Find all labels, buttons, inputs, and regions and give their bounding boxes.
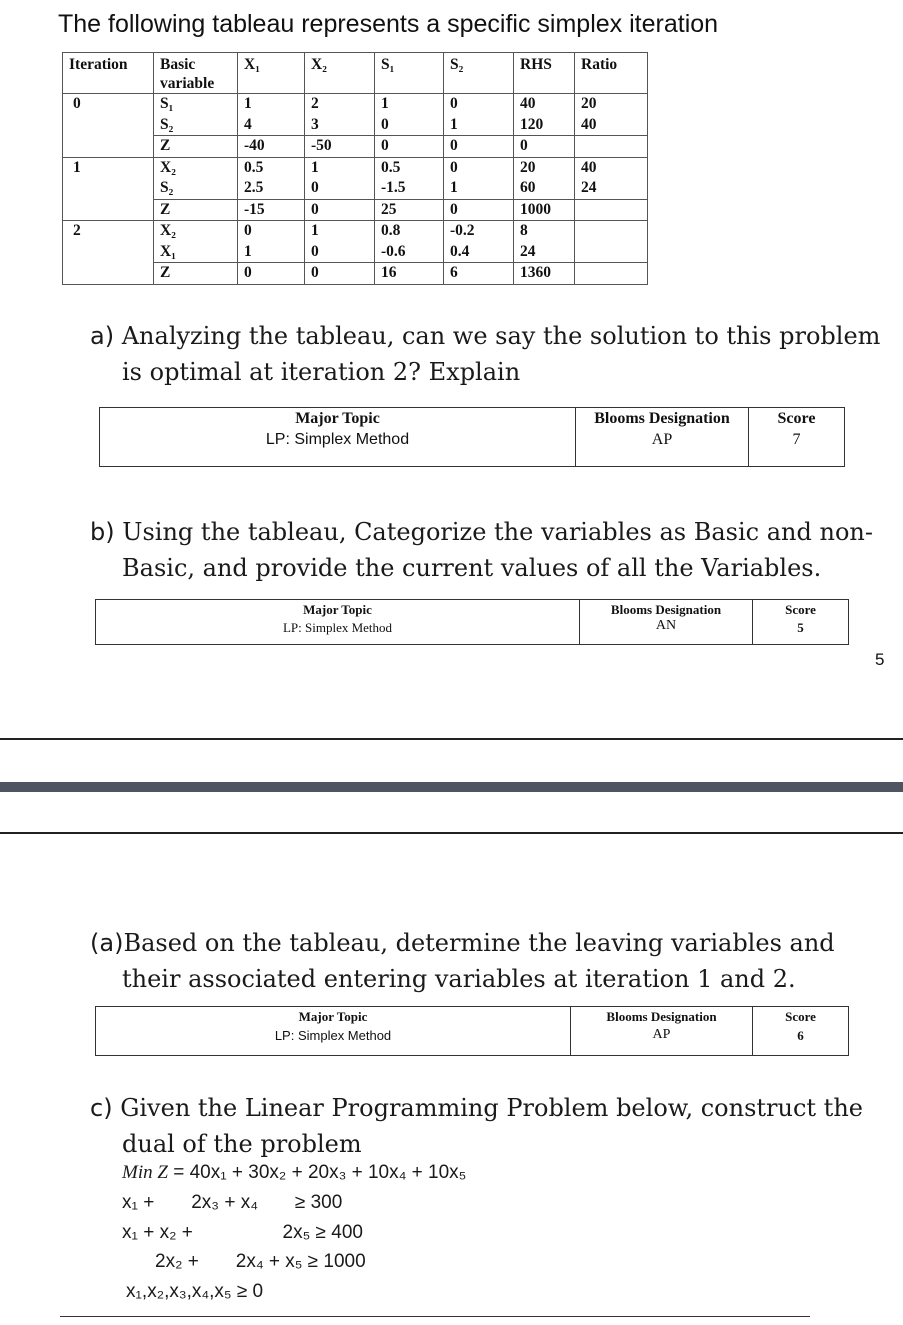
basic-cell: X₁ [154,242,238,263]
x1-cell: 4 [238,115,305,136]
x2-cell: -50 [305,136,375,158]
header-cell: Iteration [63,53,154,94]
header-cell: X₂ [305,53,375,94]
page-break-band [0,782,903,792]
x1-cell: 0.5 [238,157,305,178]
s1-cell: 0 [375,136,444,158]
lp-nonnegativity: x₁,x₂,x₃,x₄,x₅ ≥ 0 [126,1281,264,1302]
x2-cell: 3 [305,115,375,136]
rhs-cell: 24 [514,242,575,263]
blooms-cell [580,600,753,645]
score-heading: Score [785,602,816,617]
s2-cell: 0 [444,157,514,178]
question-text: Given the Linear Programming Problem below, construct the dual of the problem [120,1094,863,1158]
s1-cell: 0.5 [375,157,444,178]
tableau-header-row [63,53,648,94]
question-a [90,318,885,390]
page-title: The following tableau represents a specific simplex iteration [58,10,719,38]
ratio-cell: 40 [575,157,648,178]
lp-constraint-1: x₁ + 2x₃ + x₄ ≥ 300 [122,1192,343,1213]
s2-cell: 1 [444,178,514,199]
s2-cell: 1 [444,115,514,136]
table-row [63,94,648,115]
objective-prefix: Min Z [122,1162,168,1183]
score-value: 6 [797,1028,804,1043]
major-topic-heading: Major Topic [303,602,372,617]
ratio-cell [575,263,648,285]
basic-cell: Z [154,136,238,158]
rhs-cell: 0 [514,136,575,158]
blooms-value: AP [651,431,673,448]
major-topic-heading: Major Topic [295,410,380,427]
s2-cell: 0 [444,136,514,158]
ratio-cell [575,242,648,263]
iteration-cell: 2 [63,221,154,285]
x1-cell: -15 [238,199,305,221]
major-topic-value: LP: Simplex Method [274,1028,392,1043]
blooms-heading: Blooms Designation [610,602,722,617]
table-row [63,221,648,242]
question-text: Analyzing the tableau, can we say the solution to this problem is optimal at iteration 2? Explain [121,322,881,386]
basic-cell: Z [154,199,238,221]
major-topic-heading: Major Topic [298,1009,368,1024]
x1-cell: 0 [238,221,305,242]
s1-cell: 25 [375,199,444,221]
question-label: c) [90,1094,113,1122]
ratio-cell: 40 [575,115,648,136]
blooms-value: AP [652,1027,671,1042]
rhs-cell: 120 [514,115,575,136]
basic-cell: S₁ [154,94,238,115]
question-b-meta-table [95,599,849,645]
header-cell: Basic variable [154,53,238,94]
blooms-cell [576,408,749,467]
ratio-cell: 20 [575,94,648,115]
s2-cell: 6 [444,263,514,285]
x2-cell: 0 [305,178,375,199]
major-topic-cell [96,1007,571,1056]
question-label: b) [90,518,115,546]
ratio-cell: 24 [575,178,648,199]
page-number: 5 [875,650,885,669]
question-b [90,514,885,586]
score-heading: Score [785,1009,816,1024]
question-text: Based on the tableau, determine the leaving variables and their associated entering variables at iteration 1 and 2. [122,929,835,993]
question-label: (a) [90,929,124,957]
question-c [90,1090,885,1162]
iteration-cell: 1 [63,157,154,221]
rhs-cell: 8 [514,221,575,242]
major-topic-value: LP: Simplex Method [265,431,410,448]
header-cell: Ratio [575,53,648,94]
s1-cell: -0.6 [375,242,444,263]
rhs-cell: 1000 [514,199,575,221]
blooms-heading: Blooms Designation [606,1009,717,1024]
lp-objective [122,1162,466,1184]
rhs-cell: 60 [514,178,575,199]
x1-cell: 1 [238,242,305,263]
x2-cell: 2 [305,94,375,115]
score-heading: Score [777,410,816,427]
header-cell: S₂ [444,53,514,94]
s2-cell: 0.4 [444,242,514,263]
s1-cell: 16 [375,263,444,285]
score-cell [749,408,845,467]
s2-cell: 0 [444,94,514,115]
question-text: Using the tableau, Categorize the variables as Basic and non-Basic, and provide the current values of all the Variables. [122,518,873,582]
question-a2-meta-table [95,1006,849,1056]
x2-cell: 0 [305,199,375,221]
simplex-tableau [62,52,648,285]
s1-cell: 0 [375,115,444,136]
x2-cell: 0 [305,242,375,263]
blooms-heading: Blooms Designation [594,410,730,427]
x2-cell: 0 [305,263,375,285]
header-cell: X₁ [238,53,305,94]
question-label: a) [90,322,115,350]
major-topic-cell [96,600,580,645]
blooms-cell [571,1007,753,1056]
x1-cell: 2.5 [238,178,305,199]
x1-cell: 0 [238,263,305,285]
ratio-cell [575,221,648,242]
lp-constraint-2: x₁ + x₂ + 2x₅ ≥ 400 [122,1222,363,1243]
x2-cell: 1 [305,157,375,178]
basic-cell: X₂ [154,221,238,242]
rhs-cell: 1360 [514,263,575,285]
divider [0,738,903,740]
x1-cell: -40 [238,136,305,158]
x2-cell: 1 [305,221,375,242]
basic-cell: X₂ [154,157,238,178]
s2-cell: 0 [444,199,514,221]
question-a-second [90,925,885,997]
iteration-cell: 0 [63,94,154,158]
question-a-meta-table [99,407,845,467]
x1-cell: 1 [238,94,305,115]
divider [0,832,903,834]
s2-cell: -0.2 [444,221,514,242]
score-cell [753,600,849,645]
ratio-cell [575,136,648,158]
blooms-value: AN [655,618,677,633]
lp-constraint-3: 2x₂ + 2x₄ + x₅ ≥ 1000 [155,1251,366,1272]
table-row [63,157,648,178]
major-topic-value: LP: Simplex Method [282,620,393,635]
basic-cell: S₂ [154,115,238,136]
header-cell: RHS [514,53,575,94]
header-cell: S₁ [375,53,444,94]
basic-cell: Z [154,263,238,285]
rhs-cell: 40 [514,94,575,115]
objective-expression: = 40x₁ + 30x₂ + 20x₃ + 10x₄ + 10x₅ [173,1162,467,1183]
score-value: 5 [797,620,804,635]
s1-cell: 1 [375,94,444,115]
major-topic-cell [100,408,576,467]
ratio-cell [575,199,648,221]
s1-cell: -1.5 [375,178,444,199]
s1-cell: 0.8 [375,221,444,242]
basic-cell: S₂ [154,178,238,199]
score-cell [753,1007,849,1056]
score-value: 7 [792,431,801,448]
rhs-cell: 20 [514,157,575,178]
